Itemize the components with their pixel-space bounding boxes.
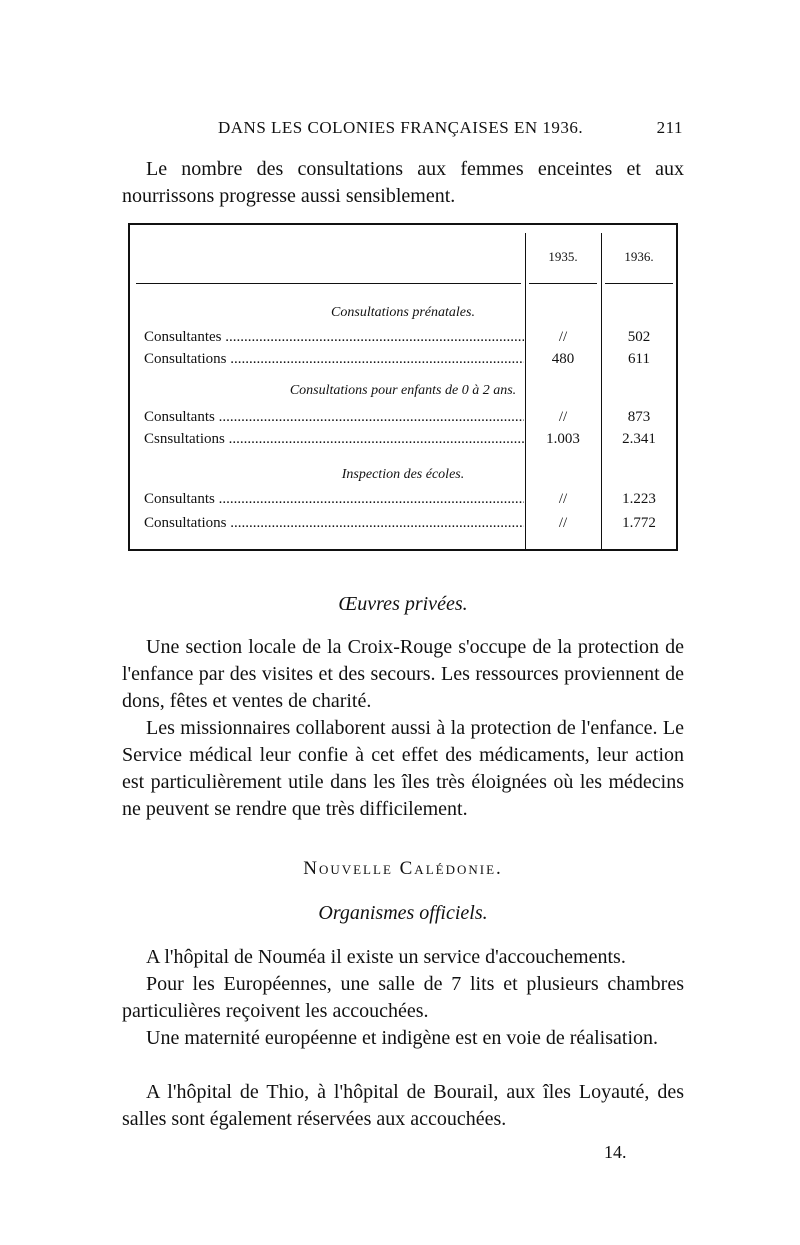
europeennes-paragraph: Pour les Européennes, une salle de 7 lits et plusieurs chambres particulières reçoivent les accouchées. <box>122 973 684 1022</box>
running-header <box>218 118 683 138</box>
row-label: Csnsultations ..... <box>144 431 524 448</box>
value-1935: 1.003 <box>546 431 580 447</box>
section-heading: Consultations prénatales. <box>331 305 475 320</box>
maternite-paragraph: Une maternité européenne et indigène est en voie de réalisation. <box>146 1027 659 1049</box>
header-rule <box>605 283 673 284</box>
value-1936: 1.223 <box>622 491 656 507</box>
row-label: Consultants ..... <box>144 491 524 508</box>
row-label: Consultants ..... <box>144 409 524 426</box>
value-1936: 873 <box>627 409 651 425</box>
section-heading: Inspection des écoles. <box>341 467 465 482</box>
header-rule <box>136 283 521 284</box>
row-label: Consultations ..... <box>144 351 524 368</box>
intro-paragraph: Le nombre des consultations aux femmes enceintes et aux nourrissons progresse aussi sensiblement. <box>122 158 684 207</box>
page-number: 211 <box>656 118 683 137</box>
value-1936: 2.341 <box>622 431 656 447</box>
running-title: DANS LES COLONIES FRANÇAISES EN 1936. <box>218 118 584 137</box>
row-label: Consultantes ..... <box>144 329 524 346</box>
value-1936: 1.772 <box>622 515 656 531</box>
value-1935: // <box>558 329 568 345</box>
value-1936: 611 <box>628 351 650 367</box>
value-1936: 502 <box>627 329 651 345</box>
value-1935: // <box>558 491 568 507</box>
column-header-1935: 1935. <box>548 249 578 264</box>
header-rule <box>529 283 597 284</box>
row-label: Consultations ..... <box>144 515 524 532</box>
oeuvres-heading: Œuvres privées. <box>338 593 468 615</box>
noumea-paragraph: A l'hôpital de Nouméa il existe un service d'accouchements. <box>146 946 626 968</box>
value-1935: // <box>558 515 568 531</box>
thio-paragraph: A l'hôpital de Thio, à l'hôpital de Bourail, aux îles Loyauté, des salles sont également réservées aux accouchées. <box>122 1081 684 1130</box>
column-header-1936: 1936. <box>624 249 654 264</box>
consultations-table <box>128 223 678 551</box>
value-1935: 480 <box>551 351 575 367</box>
value-1935: // <box>558 409 568 425</box>
section-heading-nouvelle-caledonie: Nouvelle Calédonie. <box>303 858 503 879</box>
section-heading: Consultations pour enfants de 0 à 2 ans. <box>289 383 517 398</box>
missionnaires-paragraph: Les missionnaires collaborent aussi à la protection de l'enfance. Le Service médical leur confie à cet effet des médicaments, leur action est particulièrement utile dans les îles très éloignées où les médecins ne peuvent se rendre que très difficilement. <box>122 717 684 820</box>
organismes-heading: Organismes officiels. <box>318 902 488 924</box>
croix-rouge-paragraph: Une section locale de la Croix-Rouge s'occupe de la protection de l'enfance par des visites et des secours. Les ressources proviennent de dons, fêtes et ventes de charité. <box>122 636 684 712</box>
signature-mark: 14. <box>604 1142 627 1162</box>
